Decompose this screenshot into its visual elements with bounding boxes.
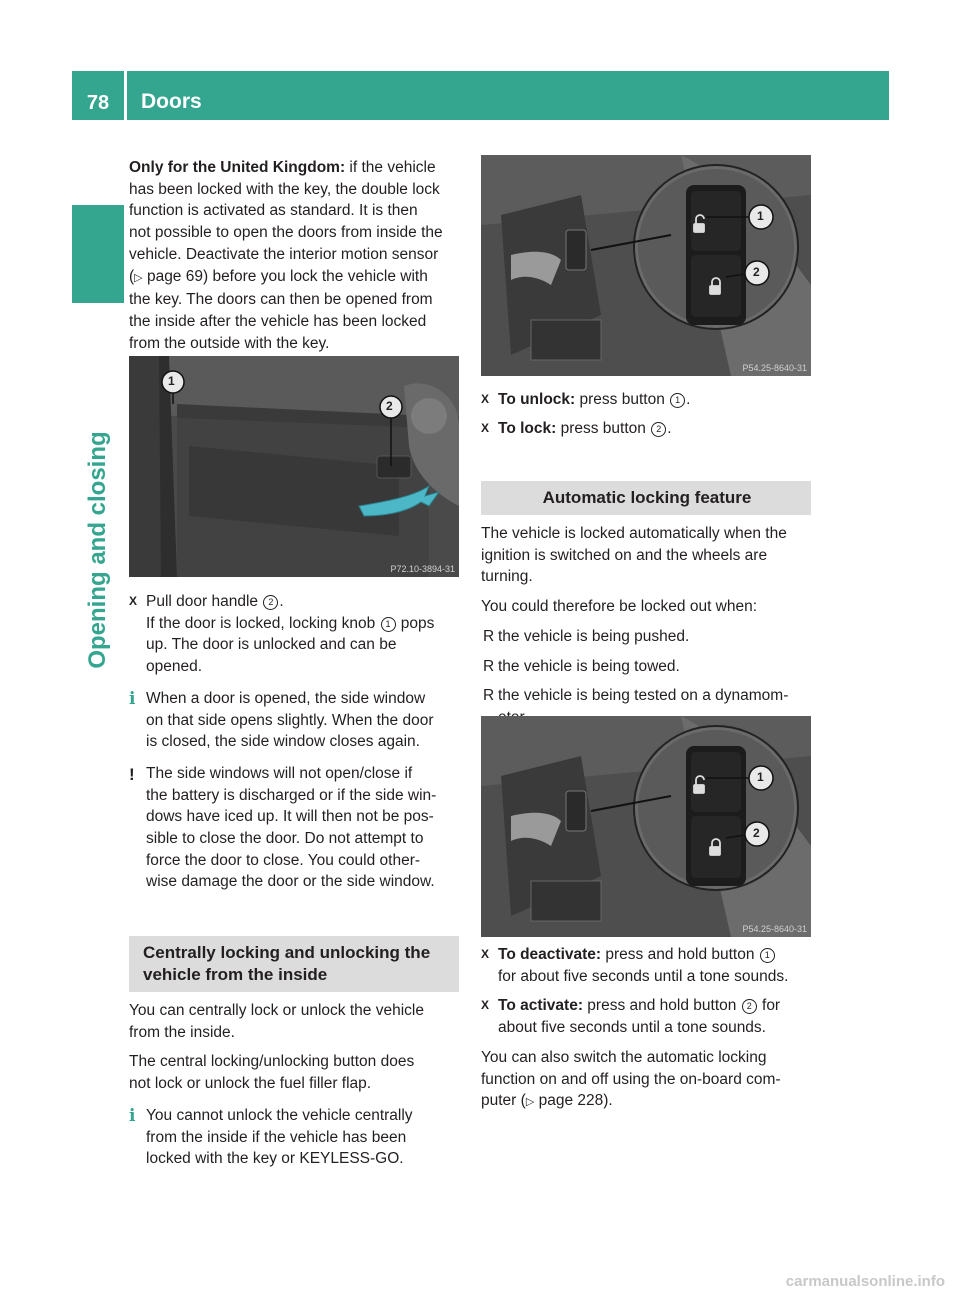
bullet-icon: R bbox=[483, 657, 495, 675]
figure-code: P72.10-3894-31 bbox=[390, 564, 455, 574]
page-number: 78 bbox=[86, 92, 110, 114]
left-intro: Only for the United Kingdom: if the vehicle has been locked with the key, the double lock function is activated as standard. It is then not possible to open the doors from inside the vehicle. Deactivate the interior motion sensor (▷ page 69) before you lock the vehicle with the key. The doors can then be opened from the inside after the vehicle has been locked from the outside with the key. bbox=[129, 159, 443, 352]
warning-note: ! The side windows will not open/close if the battery is discharged or if the side win- dows have iced up. It will then not be pos- sible to close the door. Do not attempt to force the door to close. You could other- wise damage the door or the side window. bbox=[129, 764, 437, 891]
step-arrow-icon: X bbox=[481, 998, 490, 1013]
step-arrow-icon: X bbox=[129, 594, 138, 608]
step-pull-handle: X Pull door handle 2 . If the door is locked, locking knob 1 pops up. The door is unlocked and can be opened. bbox=[129, 593, 435, 676]
door-handle-figure bbox=[129, 356, 459, 577]
fig-label-2: 2 bbox=[753, 265, 760, 279]
left-section: Centrally locking and unlocking the vehicle from the inside You can centrally lock or unlock the vehicle from the inside. The central locking/unlocking button does not lock or unlock the fuel filler flap. i You cannot unlock the vehicle centrally from the inside if the vehicle has been locked with the key or KEYLESS-GO. bbox=[129, 936, 459, 1170]
side-tab-label: Opening and closing bbox=[84, 431, 111, 669]
figure-code: P54.25-8640-31 bbox=[742, 363, 807, 373]
left-lower bbox=[129, 591, 462, 893]
step-arrow-icon: X bbox=[481, 392, 490, 406]
step-unlock: X To unlock: press button 1 . bbox=[481, 389, 814, 411]
info-icon: i bbox=[129, 1105, 136, 1126]
step-arrow-icon: X bbox=[481, 947, 490, 961]
lock-buttons-figure-top bbox=[481, 155, 811, 376]
bullet-item: R the vehicle is being pushed. bbox=[481, 626, 811, 648]
section-title: Doors bbox=[141, 90, 202, 113]
page-ref-arrow-icon: ▷ bbox=[134, 271, 143, 284]
right-section: Automatic locking feature The vehicle is locked automatically when the ignition is switched on and the wheels are turning. You could therefore be locked out when: R the vehicle is being pushed. R the vehicle is being towed. R the vehicle is being tested on a dynamom- bbox=[481, 481, 811, 729]
fig-label-2: 2 bbox=[386, 399, 393, 413]
warning-icon: ! bbox=[129, 764, 135, 784]
bullet-icon: R bbox=[483, 627, 495, 645]
callout-2-icon: 2 bbox=[742, 999, 757, 1014]
callout-2-icon: 2 bbox=[263, 595, 278, 610]
info-note-window: i When a door is opened, the side window on that side opens slightly. When the door is closed, the side window closes again. bbox=[129, 688, 434, 751]
intro-bold: Only for the United Kingdom: bbox=[129, 159, 346, 176]
callout-1-icon: 1 bbox=[381, 617, 396, 632]
lock-buttons-figure-bottom bbox=[481, 716, 811, 937]
fig-label-1: 1 bbox=[168, 374, 175, 388]
subheading-central-locking: Centrally locking and unlocking the vehicle from the inside bbox=[129, 936, 459, 992]
side-tab-marker bbox=[72, 205, 124, 303]
page-ref-link[interactable]: page 69) before you lock the vehicle with bbox=[142, 267, 428, 285]
fig-label-2: 2 bbox=[753, 826, 760, 840]
right-lower: X To deactivate: press and hold button 1 for about five seconds until a tone sounds. X To activate: press and hold button 2 for about five seconds until a tone sounds. You can also switch the automatic locking function on and off using the on-board com- puter (▷ page 228). bbox=[481, 944, 816, 1114]
right-upper bbox=[481, 389, 814, 439]
bullet-item: R the vehicle is being towed. bbox=[481, 656, 811, 678]
step-deactivate: X To deactivate: press and hold button 1 for about five seconds until a tone sounds. bbox=[481, 946, 789, 985]
info-icon: i bbox=[129, 688, 136, 709]
fig-label-1: 1 bbox=[757, 209, 764, 223]
page-ref-link[interactable]: page 228). bbox=[534, 1092, 613, 1110]
watermark: carmanualsonline.info bbox=[785, 1273, 945, 1290]
step-activate: X To activate: press and hold button 2 for about five seconds until a tone sounds. bbox=[481, 997, 781, 1037]
step-lock: X To lock: press button 2 . bbox=[481, 418, 814, 440]
subheading-automatic-locking: Automatic locking feature bbox=[481, 481, 811, 515]
step-arrow-icon: X bbox=[481, 420, 490, 435]
fig-label-1: 1 bbox=[757, 770, 764, 784]
callout-1-icon: 1 bbox=[760, 948, 775, 963]
figure-code: P54.25-8640-31 bbox=[742, 924, 807, 934]
callout-1-icon: 1 bbox=[670, 393, 685, 408]
page-ref-arrow-icon: ▷ bbox=[525, 1096, 535, 1109]
callout-2-icon: 2 bbox=[651, 422, 666, 437]
header-separator bbox=[124, 71, 127, 120]
bullet-icon: R bbox=[483, 687, 495, 705]
bullet-item: R the vehicle is being tested on a dynamom- bbox=[481, 685, 811, 728]
info-note-keyless: i You cannot unlock the vehicle centrally from the inside if the vehicle has been locked with the key or KEYLESS-GO. bbox=[129, 1105, 413, 1168]
